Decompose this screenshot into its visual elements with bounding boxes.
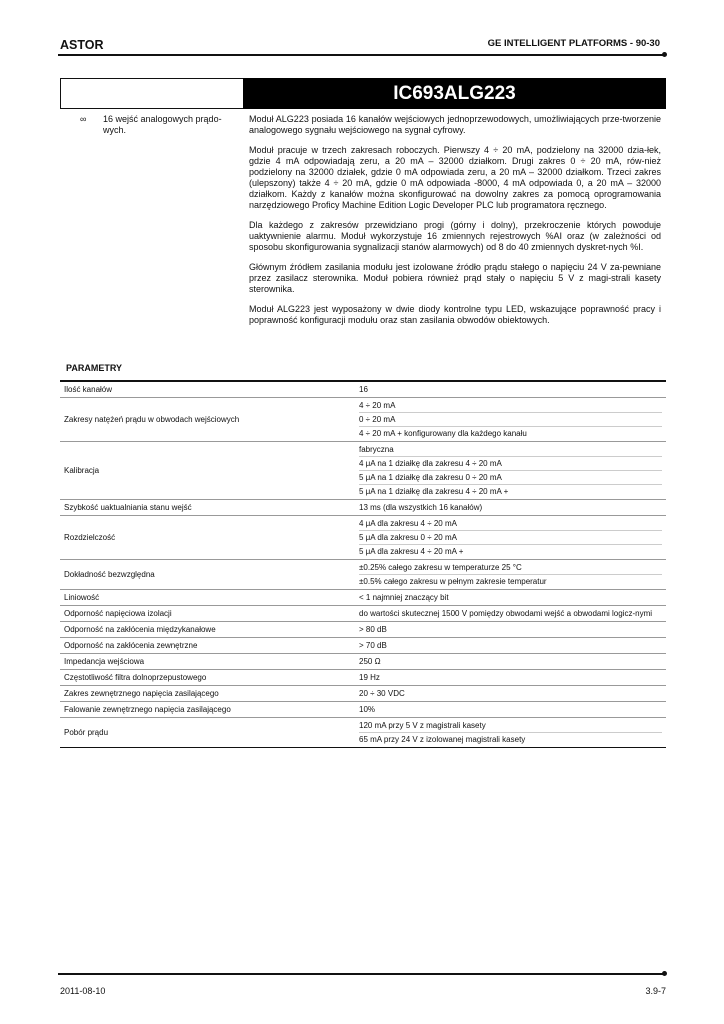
param-value-cell <box>355 590 666 606</box>
param-value: 16 <box>359 385 368 394</box>
param-row <box>60 654 666 670</box>
param-value: 250 Ω <box>359 657 381 666</box>
footer-rule <box>58 973 664 975</box>
param-row <box>60 442 666 500</box>
param-row <box>60 590 666 606</box>
param-value-cell <box>355 670 666 686</box>
param-value: 5 μA dla zakresu 0 ÷ 20 mA <box>359 531 662 545</box>
param-value: 13 ms (dla wszystkich 16 kanałów) <box>359 503 483 512</box>
param-value: > 80 dB <box>359 625 387 634</box>
param-value: 20 ÷ 30 VDC <box>359 689 405 698</box>
param-label: Liniowość <box>60 590 355 606</box>
param-value-cell <box>355 398 666 442</box>
param-value-cell <box>355 516 666 560</box>
params-heading: PARAMETRY <box>66 363 122 373</box>
param-label: Rozdzielczość <box>60 516 355 560</box>
header-rule-dot <box>662 52 667 57</box>
param-value: 65 mA przy 24 V z izolowanej magistrali kasety <box>359 735 526 744</box>
param-value: 5 μA dla zakresu 4 ÷ 20 mA + <box>359 547 464 556</box>
param-value: 4 ÷ 20 mA + konfigurowany dla każdego kanału <box>359 429 527 438</box>
param-row <box>60 516 666 560</box>
param-label: Zakres zewnętrznego napięcia zasilającego <box>60 686 355 702</box>
param-value: 4 μA dla zakresu 4 ÷ 20 mA <box>359 517 662 531</box>
header-rule <box>58 54 664 56</box>
description <box>249 114 661 335</box>
param-row <box>60 500 666 516</box>
param-label: Kalibracja <box>60 442 355 500</box>
description-paragraph: Głównym źródłem zasilania modułu jest izolowane źródło prądu stałego o napięciu 24 V za-pewniane przez zasilacz sterownika. Moduł pobiera również prąd stały o napięciu 5 V z magi-strali kasety sterownika. <box>249 262 661 294</box>
param-value: do wartości skutecznej 1500 V pomiędzy obwodami wejść a obwodami logicz-nymi <box>359 609 653 618</box>
param-value: 0 ÷ 20 mA <box>359 413 662 427</box>
param-label: Szybkość uaktualniania stanu wejść <box>60 500 355 516</box>
param-label: Falowanie zewnętrznego napięcia zasilającego <box>60 702 355 718</box>
param-row <box>60 560 666 590</box>
param-value-cell <box>355 718 666 748</box>
description-paragraph: Dla każdego z zakresów przewidziano progi (górny i dolny), przekroczenie których powoduje uaktywnienie alarmu. Moduł wykorzystuje 16 zmiennych rejestrowych %AI oraz (w zależności od sposobu skonfigurowania sygnalizacji stanów alarmowych) od 8 do 40 zmiennych dyskret-nych %I. <box>249 220 661 252</box>
param-value-cell <box>355 560 666 590</box>
param-label: Odporność na zakłócenia zewnętrzne <box>60 638 355 654</box>
param-value: 4 μA na 1 działkę dla zakresu 4 ÷ 20 mA <box>359 457 662 471</box>
param-value: ±0.5% całego zakresu w pełnym zakresie temperatur <box>359 577 547 586</box>
param-row <box>60 686 666 702</box>
param-value: < 1 najmniej znaczący bit <box>359 593 449 602</box>
param-value-cell <box>355 654 666 670</box>
param-value: > 70 dB <box>359 641 387 650</box>
param-label: Dokładność bezwzględna <box>60 560 355 590</box>
param-label: Pobór prądu <box>60 718 355 748</box>
param-label: Impedancja wejściowa <box>60 654 355 670</box>
param-row <box>60 638 666 654</box>
param-value: 120 mA przy 5 V z magistrali kasety <box>359 719 662 733</box>
param-value-cell <box>355 686 666 702</box>
param-label: Częstotliwość filtra dolnoprzepustowego <box>60 670 355 686</box>
param-row <box>60 381 666 398</box>
param-value: ±0.25% całego zakresu w temperaturze 25 °C <box>359 561 662 575</box>
param-label: Odporność na zakłócenia międzykanałowe <box>60 622 355 638</box>
param-row <box>60 670 666 686</box>
param-value-cell <box>355 442 666 500</box>
footer-rule-dot <box>662 971 667 976</box>
param-value-cell <box>355 638 666 654</box>
header-brand: ASTOR <box>60 38 104 52</box>
product-title: IC693ALG223 <box>243 78 666 109</box>
feature-text: 16 wejść analogowych prądo-wych. <box>103 114 222 135</box>
param-label: Ilość kanałów <box>60 381 355 398</box>
param-value-cell <box>355 622 666 638</box>
param-label: Zakresy natężeń prądu w obwodach wejściowych <box>60 398 355 442</box>
param-row <box>60 398 666 442</box>
description-paragraph: Moduł pracuje w trzech zakresach roboczych. Pierwszy 4 ÷ 20 mA, podzielony na 32000 dzia-łek, gdzie 4 mA odpowiadają zeru, a 20 mA – 32000 działkom. Drugi zakres 0 ÷ 20 mA, rów-nież podzielony na 32000 działek, gdzie 0 mA odpowiada zeru, a 20 mA – 32000 działkom. Trzeci zakres (ulepszony) także 4 ÷ 20 mA, gdzie 0 mA odpowiada -8000, 4 mA odpowiada 0, a 20 mA – 32000 działkom. Każdy z kanałów można skonfigurować na dowolny zakres za pomocą oprogramowania narzędziowego Proficy Machine Edition Logic Developer PLC lub programatora ręcznego. <box>249 145 661 210</box>
param-value: 19 Hz <box>359 673 380 682</box>
param-row <box>60 702 666 718</box>
param-value: 4 ÷ 20 mA <box>359 399 662 413</box>
param-value-cell <box>355 606 666 622</box>
param-row <box>60 718 666 748</box>
footer-date: 2011-08-10 <box>60 986 106 996</box>
param-value-cell <box>355 381 666 398</box>
feature-item <box>80 114 240 136</box>
description-paragraph: Moduł ALG223 jest wyposażony w dwie diody kontrolne typu LED, wskazujące poprawność pracy i poprawność konfiguracji modułu oraz stan zasilania obwodów obiektowych. <box>249 304 661 325</box>
param-row <box>60 622 666 638</box>
param-label: Odporność napięciowa izolacji <box>60 606 355 622</box>
bullet-icon: ∞ <box>80 114 87 124</box>
page-number: 3.9-7 <box>645 986 666 996</box>
params-table <box>60 380 666 748</box>
param-row <box>60 606 666 622</box>
param-value: 5 μA na 1 działkę dla zakresu 0 ÷ 20 mA <box>359 471 662 485</box>
param-value: 5 μA na 1 działkę dla zakresu 4 ÷ 20 mA + <box>359 487 509 496</box>
param-value-cell <box>355 500 666 516</box>
description-paragraph: Moduł ALG223 posiada 16 kanałów wejściowych jednoprzewodowych, umożliwiających prze-tworzenie analogowego sygnału wejściowego na sygnał cyfrowy. <box>249 114 661 135</box>
param-value: fabryczna <box>359 443 662 457</box>
param-value-cell <box>355 702 666 718</box>
header-series: GE INTELLIGENT PLATFORMS - 90-30 <box>487 38 660 49</box>
param-value: 10% <box>359 705 376 714</box>
